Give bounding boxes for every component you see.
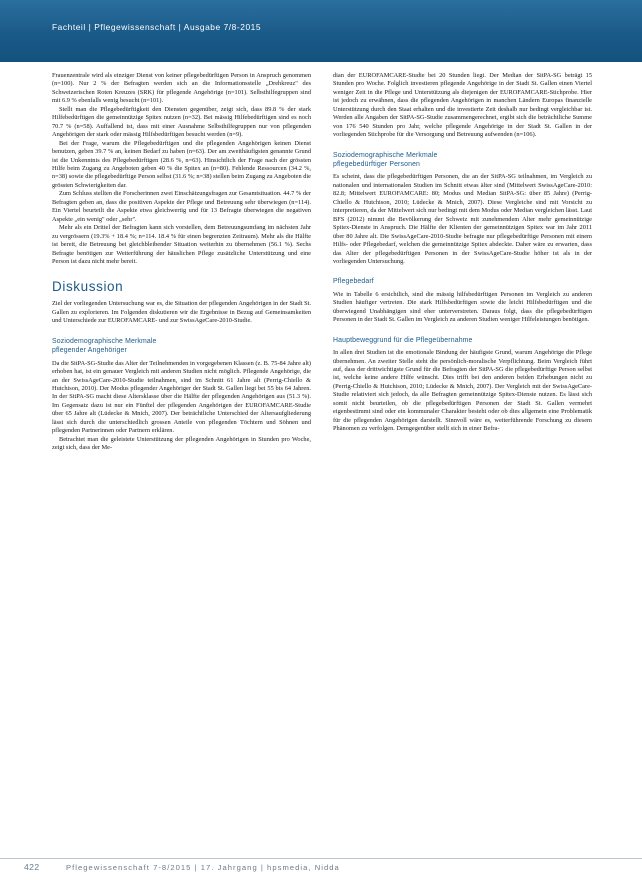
paragraph: Frauenzentrale wird als einziger Dienst von keiner pflegebedürftigen Person in Anspruch genommen (n=100). Nur 2 % der Befragten werden sich an die Informationsstelle „Drehkreuz" des Schweizerischen Roten Kreuzes (SRK) für pflegende Angehörige (n=101). Selbsthilfegruppen sind mit 6.9 % ebenfalls wenig besucht (n=101). — [52, 72, 311, 105]
paragraph: In allen drei Studien ist die emotionale Bindung der häufigste Grund, warum Angehörige die Pflege übernehmen. An zweiter Stelle steht die persönlich-moralische Verpflichtung. Beim Vergleich führt auf, dass der drittwichtigste Grund für die Befragten der SitPA-SG die pflegebedürftige Person selbst ist, welche keine andere Hilfe wünscht. Dies trifft bei den anderen beiden Erhebungen nicht zu (Perrig-Chiello & Hutchison, 2010; Lüdecke & Mnich, 2007). Der Vergleich mit der SwissAgeCare-Studie relativiert sich jedoch, da alle Befragten gemeinnützige Spitex-Dienste nutzen. Es lässt sich somit nicht beurteilen, ob die pflegebedürftigen Personen der Stadt St. Gallen vermehrt eigenbestimmt sind oder ein kommunaler Charakter besteht oder ob dies allgemein eine Problematik für die pflegenden Angehörigen darstellt. Sinnvoll wäre es, weiterführende Forschung zu diesem Phänomen zu verfolgen. Demgegenüber stellt sich in einer Befra- — [333, 349, 592, 433]
paragraph: dian der EUROFAMCARE-Studie bei 20 Stunden liegt. Der Median der SitPA-SG beträgt 15 Stunden pro Woche. Folglich investieren pflegende Angehörige in der Stadt St. Gallen einen Viertel weniger Zeit in die Pflege und Unterstützung als diejenigen der EUROFAMCARE-Stichprobe. Hier ist jedoch zu erwähnen, dass die pflegenden Angehörigen in manchen Ländern Europas finanzielle Unterstützung durch den Staat erhalten und die investierte Zeit deshalb nur bedingt vergleichbar ist. Werden alle Angaben der SitPA-SG-Studie zusammengerechnet, ergibt sich die beträchtliche Summe von 176 540 Stunden pro Jahr, welche pflegende Angehörige in der Stadt St. Gallen in der vorliegenden Stichprobe für die Versorgung und Betreuung aufwenden (n=106). — [333, 72, 592, 139]
paragraph: Es scheint, dass die pflegebedürftigen Personen, die an der SitPA-SG teilnahmen, im Vergleich zu nationalen und internationalen Studien im Schnitt etwas älter sind (Mittelwert SwissAgeCare-2010: 82.8; Mittelwert EUROFAMCARE: 80; Modus und Median SitPA-SG: über 85 Jahre) (Perrig-Chiello & Hutchison, 2010; Lüdecke & Mnich, 2007). Diese Vergleiche sind mit Vorsicht zu interpretieren, da der Mittelwert sich nur bedingt mit dem Modus oder Median vergleichen lässt. Laut BFS (2012) nimmt die Bevölkerung der Schweiz mit zunehmendem Alter mehr gemeinnützige Spitex-Dienste in Anspruch. Die Hälfte der Klienten der gemeinnützigen Spitex war im Jahr 2011 über 80 Jahre alt. Die SwissAgeCare-2010-Studie befragte nur pflegebedürftige Personen mit einem Hilfs- oder Pflegebedarf, welchen die gemeinnützige Spitex abdeckte. Daher wäre zu erwarten, dass das Alter der pflegebedürftigen Personen in der SwissAgeCare-Studie höher ist als in der vorliegenden Untersuchung. — [333, 173, 592, 265]
right-column — [333, 72, 592, 842]
paragraph: Bei der Frage, warum die Pflegebedürftigen und die pflegenden Angehörigen keinen Dienst benutzen, geben 39.7 % an, keinen Bedarf zu haben (n=63). Der am zweithäufigsten genannte Grund ist die Unkenntnis des Pflegebedürftigen (28.6 %, n=63). Hinsichtlich der Frage nach der grössten Hilfe beim Zugang zu Angeboten geben 40 % die Spitex an (n=80). Fehlende Ressourcen (34.2 %, n=38) sowie die pflegebedürftige Person selbst (31.6 %; n=38) stellen beim Zugang zu Angeboten die grössten Schwierigkeiten dar. — [52, 139, 311, 189]
paragraph: Zum Schluss stellten die Forscherinnen zwei Einschätzungsfragen zur Gesamtsituation. 44.7 % der Befragten geben an, dass die positiven Aspekte der Pflege und Betreuung sehr überwiegen (n=114). Ein Viertel beurteilt die Aspekte etwa gleichwertig und für 13 Befragte überwiegen die negativen Aspekte „ein wenig" oder „sehr". — [52, 190, 311, 223]
paragraph: Stellt man die Pflegebedürftigkeit den Diensten gegenüber, zeigt sich, dass 89.8 % der stark Hilfebedürftigen die gemeinnützige Spitex nutzen (n=32). Bei mässig Hilfebedürftigen sind es noch 70.7 % (n=58). Auffallend ist, dass mit einer Ausnahme Selbsthilfegruppen nur von pflegenden Angehörigen der stark oder mässig Hilfsbedürftigen besucht werden (n=9). — [52, 105, 311, 139]
paragraph: Betrachtet man die geleistete Unterstützung der pflegenden Angehörigen in Stunden pro Woche, zeigt sich, dass der Me- — [52, 435, 311, 452]
subheading-line-1: Soziodemographische Merkmale — [52, 337, 157, 345]
two-column-layout — [52, 72, 592, 842]
subheading-sociodemographic-care-recipients — [333, 151, 592, 170]
paragraph: Wie in Tabelle 6 ersichtlich, sind die mässig hilfsbedürftigen Personen im Vergleich zu anderen Studien häufiger vertreten. Die stark Hilfsbedürftigen sowie die leicht Hilfsbedürftigen und die überwiegend Unabhängigen sind eher unterverstreten. Daraus folgt, dass die pflegebedürftigen Personen in der Stadt St. Gallen im Vergleich zu anderen Studien weniger Hilfeleistungen benötigen. — [333, 290, 592, 324]
subheading-care-need: Pflegebedarf — [333, 278, 374, 286]
paragraph: Mehr als ein Drittel der Befragten kann sich vorstellen, dem Betreuungsumfang im nächsten Jahr zu vergrössern (19.3% + 18.4 %; n=114. 18.4 % für einen begrenzten Zeitraum). Mehr als die Hälfte ist bereit, die Betreuung bei gleichbleibender Situation weiterhin zu übernehmen (56.1 %). Sechs Befragte benötigen zur Weiterführung der häuslichen Pflege zusätzliche Unterstützung und eine Person ist dazu nicht mehr bereit. — [52, 224, 311, 265]
page-header-band — [0, 0, 642, 62]
subheading-main-motive: Hauptbeweggrund für die Pflegeübernahme — [333, 336, 473, 344]
left-column — [52, 72, 311, 842]
page-content — [52, 72, 592, 842]
footer-divider — [0, 858, 642, 859]
page-footer — [0, 861, 642, 879]
journal-imprint-line: Pflegewissenschaft 7-8/2015 | 17. Jahrgang | hpsmedia, Nidda — [66, 863, 340, 872]
subheading-sociodemographic-caregivers — [52, 337, 311, 356]
subheading-line-2: pflegebedürftiger Personen — [333, 161, 421, 169]
running-head: Fachteil | Pflegewissenschaft | Ausgabe 7/8-2015 — [52, 22, 262, 32]
paragraph: Ziel der vorliegenden Untersuchung war es, die Situation der pflegenden Angehörigen in der Stadt St. Gallen zu explorieren. Im Folgenden diskutieren wir die Ergebnisse in Bezug auf Gemeinsamkeiten und Unterschiede zur EUROFAMCARE- und zur SwissAgeCare-2010-Studie. — [52, 300, 311, 325]
subheading-line-2: pflegender Angehöriger — [52, 347, 127, 355]
subheading-line-1: Soziodemographische Merkmale — [333, 151, 438, 159]
page-number: 422 — [24, 862, 40, 872]
section-heading-discussion: Diskussion — [52, 279, 124, 295]
paragraph: Da die SitPA-SG-Studie das Alter der Teilnehmenden in vorgegebenen Klassen (z. B. 75-84 Jahre alt) erhoben hat, ist ein genauer Vergleich mit anderen Studien nicht möglich. Pflegende Angehörige, die an der SwissAgeCare-2010-Studie teilnahmen, sind im Schnitt 61 Jahre alt (Perrig-Chiello & Hutchison, 2010). Der Modus pflegender Angehöriger der Stadt St. Gallen liegt bei 55 bis 64 Jahren. In der SitPA-SG macht diese Altersklasse über die Hälfte der pflegenden Angehörigen aus (51.3 %). Im Gegensatz dazu ist nur ein Fünftel der pflegenden Angehörigen der EUROFAMCARE-Studie über 65 Jahre alt (Lüdecke & Mnich, 2007). Der beträchtliche Unterschied der Altersaufgliederung lässt sich durch die unterschiedlich grossen Anteile von pflegenden Töchtern und Söhnen und pflegenden Partnerinnen oder Partnern erklären. — [52, 359, 311, 435]
